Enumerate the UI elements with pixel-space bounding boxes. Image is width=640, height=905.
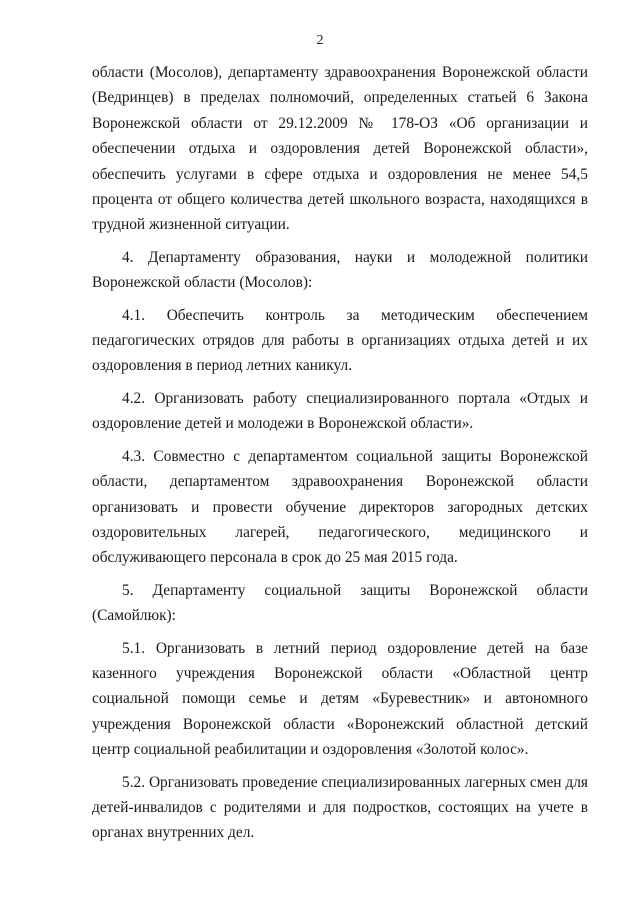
page-number: 2	[316, 33, 324, 48]
paragraph-item-5-2: 5.2. Организовать проведение специализированных лагерных смен для детей-инвалидов с родителями и для подростков, состоящих на учете в органах внутренних дел.	[92, 773, 588, 842]
paragraph-item-5: 5. Департаменту социальной защиты Воронежской области (Самойлюк):	[92, 581, 588, 625]
document-body	[92, 60, 588, 846]
paragraph-item-4-1: 4.1. Обеспечить контроль за методическим обеспечением педагогических отрядов для работы в организациях отдыха детей и их оздоровления в период летних каникул.	[92, 306, 588, 375]
paragraph-item-4-2: 4.2. Организовать работу специализированного портала «Отдых и оздоровление детей и молодежи в Воронежской области».	[92, 389, 588, 433]
paragraph-item-4-3: 4.3. Совместно с департаментом социальной защиты Воронежской области, департаментом здравоохранения Воронежской области организовать и провести обучение директоров загородных детских оздоровительных лагерей, педагогического, медицинского и обслуживающего персонала в срок до 25 мая 2015 года.	[92, 447, 588, 567]
paragraph-item-4: 4. Департаменту образования, науки и молодежной политики Воронежской области (Мосолов):	[92, 248, 588, 292]
paragraph-continuation: области (Мосолов), департаменту здравоохранения Воронежской области (Ведринцев) в пределах полномочий, определенных статьей 6 Закона Воронежской области от 29.12.2009 № 178-ОЗ «Об организации и обеспечении отдыха и оздоровления детей Воронежской области», обеспечить услугами в сфере отдыха и оздоровления не менее 54,5 процента от общего количества детей школьного возраста, находящихся в трудной жизненной ситуации.	[92, 64, 588, 234]
paragraph-item-5-1: 5.1. Организовать в летний период оздоровление детей на базе казенного учреждения Воронежской области «Областной центр социальной помощи семье и детям «Буревестник» и автономного учреждения Воронежской области «Воронежский областной детский центр социальной реабилитации и оздоровления «Золотой колос».	[92, 639, 588, 759]
